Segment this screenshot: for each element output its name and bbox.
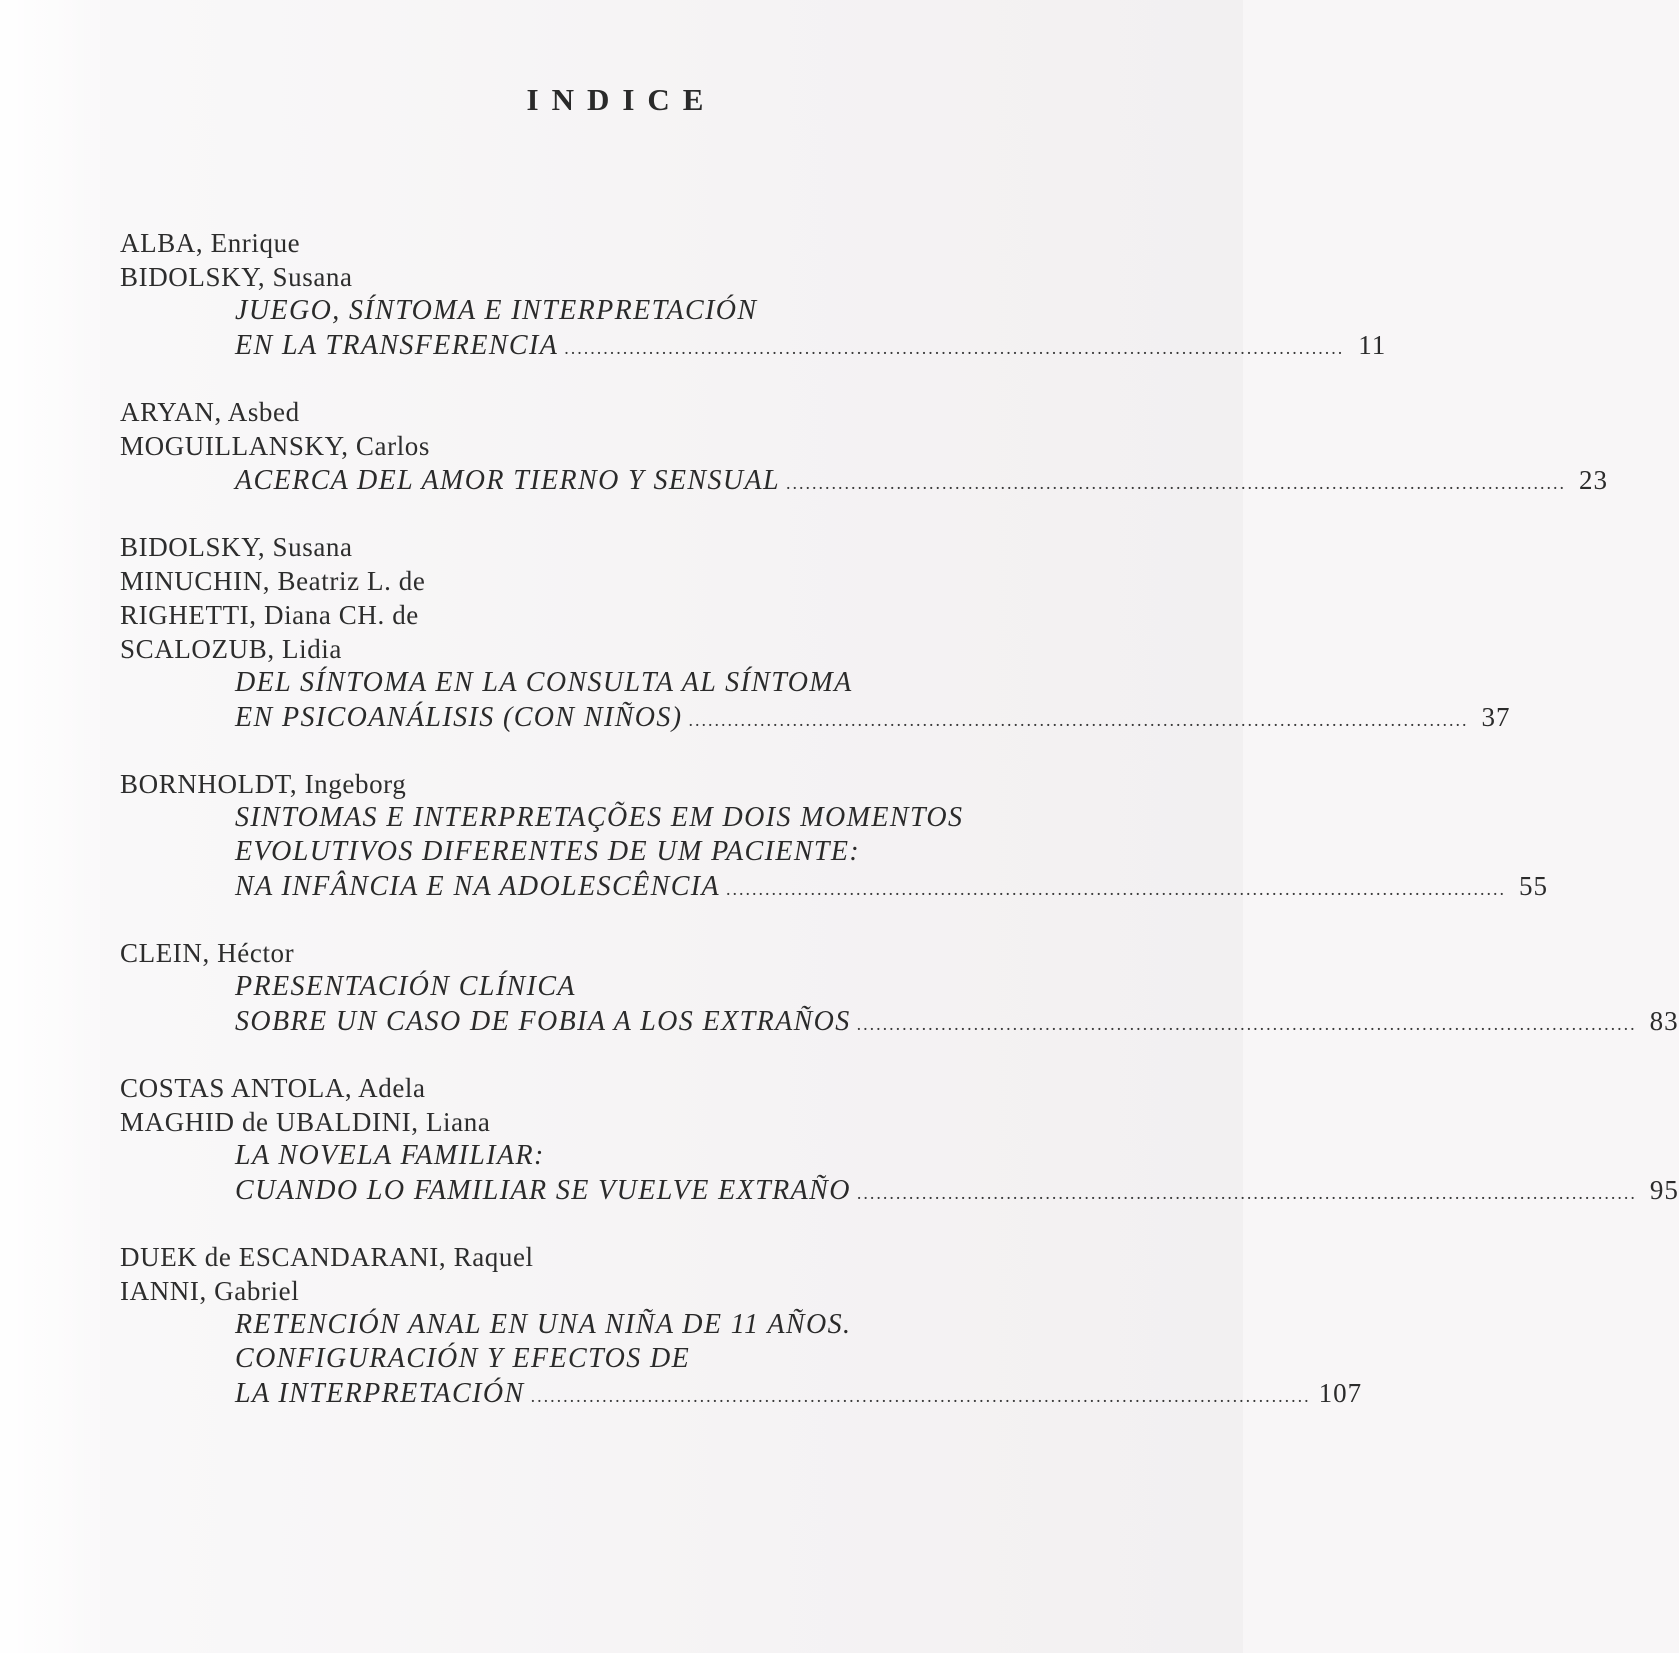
toc-entry	[120, 1071, 1679, 1207]
dot-leader: ........................................................................................................................	[856, 1014, 1637, 1034]
toc-list	[120, 226, 1679, 1443]
author-name: DUEK de ESCANDARANI, Raquel	[120, 1242, 534, 1272]
author-name: ALBA, Enrique	[120, 228, 301, 258]
page-number: 107	[1318, 1378, 1363, 1408]
work-title-last-line	[120, 869, 1549, 903]
page-number: 55	[1519, 871, 1549, 901]
author-name: RIGHETTI, Diana CH. de	[120, 600, 419, 630]
work-title-line: EVOLUTIVOS DIFERENTES DE UM PACIENTE:	[235, 836, 861, 867]
page-title: INDICE	[526, 82, 717, 117]
author-name: MOGUILLANSKY, Carlos	[120, 431, 431, 461]
work-title-last-line	[120, 700, 1511, 734]
dot-leader: ........................................................................................................................	[564, 338, 1345, 358]
work-title-last-line	[120, 328, 1387, 362]
dot-leader: ........................................................................................................................	[530, 1386, 1311, 1406]
author-name: CLEIN, Héctor	[120, 938, 295, 968]
page-number: 83	[1649, 1006, 1679, 1036]
work-title-line: LA INTERPRETACIÓN	[235, 1378, 525, 1409]
dot-leader: ........................................................................................................................	[688, 710, 1469, 730]
page-number: 95	[1649, 1175, 1679, 1205]
author-name: ARYAN, Asbed	[120, 397, 300, 427]
toc-entry	[120, 1240, 1363, 1410]
work-title-line: CONFIGURACIÓN Y EFECTOS DE	[235, 1343, 691, 1374]
work-title-last-line	[120, 1004, 1679, 1038]
work-title-last-line	[120, 463, 1608, 497]
work-title-line: JUEGO, SÍNTOMA E INTERPRETACIÓN	[235, 295, 758, 326]
author-name: BIDOLSKY, Susana	[120, 262, 353, 292]
work-title-line: EN LA TRANSFERENCIA	[235, 330, 559, 361]
work-title-last-line	[120, 1173, 1679, 1207]
work-title-line: CUANDO LO FAMILIAR SE VUELVE EXTRAÑO	[235, 1175, 851, 1206]
author-name: COSTAS ANTOLA, Adela	[120, 1073, 426, 1103]
toc-entry	[120, 395, 1608, 497]
work-title-line: RETENCIÓN ANAL EN UNA NIÑA DE 11 AÑOS.	[235, 1309, 852, 1340]
author-name: BIDOLSKY, Susana	[120, 532, 353, 562]
author-name: MINUCHIN, Beatriz L. de	[120, 566, 426, 596]
author-name: IANNI, Gabriel	[120, 1276, 300, 1306]
work-title-line: EN PSICOANÁLISIS (CON NIÑOS)	[235, 702, 683, 733]
author-name: BORNHOLDT, Ingeborg	[120, 769, 407, 799]
dot-leader: ........................................................................................................................	[856, 1183, 1637, 1203]
toc-entry	[120, 936, 1679, 1038]
page-number: 23	[1578, 465, 1608, 495]
dot-leader: ........................................................................................................................	[785, 473, 1566, 493]
toc-entry	[120, 530, 1511, 734]
work-title-line: LA NOVELA FAMILIAR:	[235, 1140, 545, 1171]
author-name: MAGHID de UBALDINI, Liana	[120, 1107, 491, 1137]
work-title-last-line	[120, 1376, 1363, 1410]
author-name: SCALOZUB, Lidia	[120, 634, 342, 664]
work-title-line: PRESENTACIÓN CLÍNICA	[235, 971, 576, 1002]
work-title-line: DEL SÍNTOMA EN LA CONSULTA AL SÍNTOMA	[235, 667, 853, 698]
work-title-line: ACERCA DEL AMOR TIERNO Y SENSUAL	[235, 465, 780, 496]
page-number: 37	[1481, 702, 1511, 732]
work-title-line: SOBRE UN CASO DE FOBIA A LOS EXTRAÑOS	[235, 1006, 851, 1037]
work-title-line: NA INFÂNCIA E NA ADOLESCÊNCIA	[235, 871, 721, 902]
page-number: 11	[1358, 330, 1387, 360]
work-title-line: SINTOMAS E INTERPRETAÇÕES EM DOIS MOMENTOS	[235, 802, 964, 833]
toc-entry	[120, 226, 1387, 362]
dot-leader: ........................................................................................................................	[726, 879, 1507, 899]
toc-entry	[120, 767, 1549, 903]
